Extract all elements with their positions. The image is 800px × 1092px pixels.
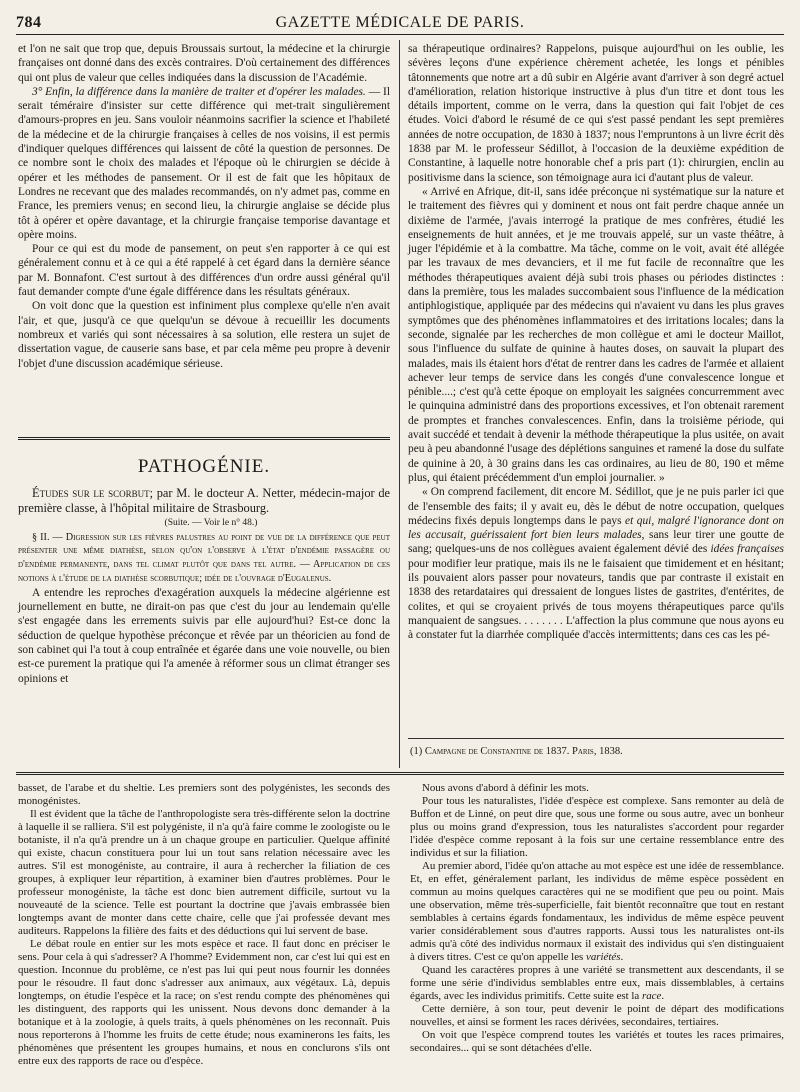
paragraph-text: — Il serait téméraire d'insister sur cette différence qui met-trait singulièrement d'amours-propres en jeu. Sans vouloir néanmoins sacrifier la science et l'habileté de la médecine et de la chirurgie françaises à celles de nos voisins, il est permis d'indiquer quelques différences qui laissent de côté la question de personnes. De ce nombre sont le choix des malades et l'époque où le chirurgien se décide à opérer et les méthodes de pansement. Or il est de fait que les hôpitaux de Londres ne recevant que des malades recommandés, on n'y admet pas, comme en France, les premiers venus; en second lieu, la chirurgie anglaise se décide plus tôt à opérer et opère davantage, et la chirurgie française temporise davantage et opère moins. <box>18 85 390 241</box>
article-title: Études sur le scorbut <box>32 486 150 501</box>
italic-phrase: idées françaises <box>710 543 784 556</box>
section-summary: § II. — Digression sur les fièvres palustres au point de vue de la différence que peut présenter une même diathèse, selon qu'on l'observe à l'état d'endémie passagère ou d'endémie permanente, dans tel climat plutôt que dans tel autre. — Application de ces notions à l'étude de la diathèse scorbutique; idée de l'ouvrage d'Eugalenus. <box>18 531 390 584</box>
paragraph: Pour tous les naturalistes, l'idée d'espèce est complexe. Sans remonter au delà de Buffon et de Linné, on peut dire que, sous une forme ou sous autre, avec un bonheur plus ou moins grand d'expression, tous les naturalistes s'accordent pour regarder l'idée d'espèce comme reposant à la fois sur une certaine ressemblance entre des individus et sur la filiation. <box>410 795 784 859</box>
paragraph: On voit que l'espèce comprend toutes les variétés et toutes les races primaires, secondaires... qui se sont détachées d'elle. <box>410 1029 784 1054</box>
paragraph: Nous avons d'abord à définir les mots. <box>422 782 589 794</box>
continuation-note: (Suite. — Voir le n° 48.) <box>164 518 258 529</box>
article-author: ; par M. le docteur A. Netter, médecin-major de première classe, à l'hôpital militaire de Strasbourg. <box>18 486 391 516</box>
section-title: PATHOGÉNIE. <box>137 456 271 477</box>
right-column-top <box>408 42 784 642</box>
article-byline <box>18 486 390 516</box>
paragraph-text: « On comprend facilement, dit encore M. Sédillot, que je ne puis parler ici que de l'ensemble des faits; il y avait eu, dès le début de notre occupation, quelques médecins fixés depuis longtemps dans le pays <box>408 486 784 527</box>
paragraph: Pour ce qui est du mode de pansement, on peut s'en rapporter à ce qui est généralement connu et à ce qui a été rappelé à cet égard dans la dernière séance par M. Bonnafont. C'est surtout à des différences d'un ordre aussi général qu'il faut demander compte d'une égale différence dans les résultats généraux. <box>18 243 390 299</box>
footnote <box>410 746 784 757</box>
footnote-rule <box>408 738 784 739</box>
paragraph-text: pour modifier leur pratique, mais ils ne le faisaient que timidement et en hésitant; ils pouvaient alors passer pour novateurs, tandis que par contraste il existait en 1838 des retardataires qui dressaient de longues listes de gastrites, d'entérites, de colites, et qui se croyaient privés de tous moyens thérapeutiques parce qu'ils manquaient de sangsues. . . . . . . . L'affection la plus commune que nous ayons eu à constater fut la diarrhée compliquée d'accès intermittents; dans ces cas les pé- <box>408 557 784 642</box>
paragraph-text: . <box>620 951 624 963</box>
paragraph <box>18 85 390 242</box>
italic-term: race <box>641 990 662 1002</box>
paragraph: On voit donc que la question est infiniment plus complexe qu'elle n'en avait l'air, et que, jusqu'à ce que quelqu'un se dévoue à recueillir les documents nombreux et variés qui sont nécessaires à sa solution, elle restera un sujet de dissertation vague, de causerie sans base, et par cela même peu propre à devenir l'objet d'une discussion académique sérieuse. <box>18 300 390 370</box>
left-column-top <box>18 42 390 371</box>
paragraph: Cette dernière, à son tour, peut devenir le point de départ des modifications nouvelles, et ainsi se forment les races dérivées, secondaires, tertiaires. <box>410 1003 784 1028</box>
paragraph-text: . <box>661 990 665 1002</box>
page-header <box>16 10 784 35</box>
column-rule <box>399 40 400 768</box>
bottom-right-column <box>410 782 784 1055</box>
footnote-text: (1) Campagne de Constantine de 1837. Paris, 1838. <box>410 746 623 757</box>
paragraph: « Arrivé en Afrique, dit-il, sans idée préconçue ni systématique sur la nature et le traitement des fièvres qui y dominent et nous ont fait perdre chaque année un dixième de l'armée, j'avais interrogé la pratique de mes confrères, étudié les enseignements de huit années, et je me trouvais appelé, sur un vaste théâtre, à juger l'épidémie et à la combattre. Ma tâche, comme on le voit, avait été allégée par les travaux de mes devanciers, et il me fut facile de reconnaître que les méthodes thérapeutiques avaient déjà subi trois phases ou périodes distinctes : dans la première, tous les malades succombaient sous l'influence de la médication antiphlogistique, appliquée par des médecins qui n'avaient vu dans les plus graves symptômes que des phénomènes inflammatoires et des irritations locales; dans la seconde, signalée par les recherches de mon collègue et ami le docteur Maillot, sous l'influence du sulfate de quinine à hautes doses, on sauvait la plupart des malades, mais ils étaient hors d'état de rentrer dans les cadres de l'armée et allaient achever leur temps de service dans les congés d'une convalescence longue et pénible....; c'est qu'à cette époque on employait les saignées concurremment avec le quinquina administré dans des proportions excessives, et l'on obtenait rarement de promptes et franches convalescences. Enfin, dans la troisième période, qui avait succédé et tendait à devenir la méthode thérapeutique la plus usitée, on avait peu à peu abandonné l'usage des déplétions sanguines et ramené la dose du sulfate de quinine à 20, à 30 grains dans les cas ordinaires, au lieu de 80, 190 et même plus, qui étaient précédemment d'un emploi journalier. » <box>408 185 784 484</box>
paragraph: Le débat roule en entier sur les mots espèce et race. Il faut donc en préciser le sens. Pour cela à qui s'adresser? A l'homme? Evidemment non, car c'est lui qui est en question. Inconnue du problème, ce n'est pas lui qui peut nous fournir les données pour le résoudre. Il faut donc s'adresser aux animaux, aux végétaux. Là, depuis longtemps, on étudie l'espèce et la race; on s'est rendu compte des phénomènes qui les distinguent, des rapports qui les unissent. Nous devons donc demander à la botanique et à la zoologie, à quels traits, à quels phénomènes on les reconnaît. Puis nous reporterons à l'homme les fruits de cette étude; nous examinerons les faits, les phénomènes que présentent les groupes humains, et nous en conclurons s'ils ont entre eux des rapports de race ou d'espèce. <box>18 938 390 1067</box>
paragraph-text: , sans leur tirer une goutte de sang; quelques-uns de nos collègues avaient également dévié des <box>408 529 785 556</box>
paragraph: basset, de l'arabe et du sheltie. Les premiers sont des polygénistes, les seconds des monogénistes. <box>18 782 390 807</box>
paragraph-text: Au premier abord, l'idée qu'on attache au mot espèce est une idée de ressemblance. Et, en effet, généralement parlant, les individus de même espèce possèdent en commun au moins quelques caractères qui ne se modifient que peu ou point. Mais une observation, même très-superficielle, fait bientôt reconnaître que tout en restant semblables à certains égards fondamentaux, les individus de même espèce peuvent varier considérablement sous d'autres rapports. Aussi tous les naturalistes ont-ils admis qu'à côté des individus normaux il existait des individus qui s'en distinguaient à divers titres. C'est ce qu'on appelle les <box>410 860 784 963</box>
page-number: 784 <box>16 14 42 31</box>
feuilleton-divider <box>16 772 784 775</box>
paragraph <box>408 485 784 642</box>
italic-term: variétés <box>586 951 621 963</box>
paragraph: sa thérapeutique ordinaires? Rappelons, puisque aujourd'hui on les oublie, les sévères leçons d'une expérience chèrement achetée, les longs et pénibles tâtonnements que notre art a dû subir en Algérie avant d'arriver à son degré actuel d'amélioration, relation historique instructive à plus d'un titre et dont tous les détails importent, comme on le verra, dans la question qui fait l'objet de ces études. Voici d'abord le résumé de ce qui s'est passé pendant les sept premières années de notre occupation, de 1830 à 1837; nous l'empruntons à un livre écrit dès 1838 par M. le professeur Sédillot, à l'occasion de la deuxième expédition de Constantine, à laquelle notre honorable chef a pris part (1): chirurgien, enclin au positivisme dans la science, son témoignage aura ici d'autant plus de valeur. <box>408 43 784 184</box>
paragraph: Il est évident que la tâche de l'anthropologiste sera très-différente selon la doctrine à laquelle il se ralliera. S'il est polygéniste, il n'a qu'à faire comme le zoologiste ou le botaniste, il n'a qu'à prendre un à un chaque groupe en particulier. Quelque affinité qui existe, chacun constituera pour lui un tout sans relation nécessaire avec les autres. S'il est monogéniste, au contraire, il aura à rechercher la filiation de ces groupes, à expliquer leur répartition, à examiner bien d'autres problèmes. Pour le professeur monogéniste, la tâche est donc bien autrement difficile, surtout vu la nouveauté de la science. Telle est pourtant la doctrine que j'avais embrassée bien longtemps avant de monter dans cette chaire, celle que j'ai professée devant mes auditeurs. Rappelons la filière des faits et des déductions qui lui servent de base. <box>18 808 390 937</box>
italic-phrase: et qui, malgré l'ignorance dont on les accusait, guérissaient fort bien leurs malades <box>408 514 784 542</box>
bottom-left-column <box>18 782 390 1068</box>
paragraph <box>410 964 784 1003</box>
italic-lead: 3° Enfin, la différence dans la manière de traiter et d'opérer les malades. <box>32 85 366 98</box>
paragraph: et l'on ne sait que trop que, depuis Broussais surtout, la médecine et la chirurgie françaises ont donné dans des excès contraires. D'où certainement des différences qui ont plus de valeur que celles indiquées dans la discussion de l'Académie. <box>18 43 390 84</box>
paragraph <box>410 860 784 964</box>
journal-title: GAZETTE MÉDICALE DE PARIS. <box>275 14 525 31</box>
left-column-article <box>18 450 390 686</box>
paragraph: A entendre les reproches d'exagération auxquels la médecine algérienne est journellement en butte, ne dirait-on pas que c'est du jour au lendemain qu'elle s'est engagée dans les errements suivis par elle aujourd'hui? Est-ce donc la séduction de quelque hypothèse préconçue et rêvée par un théoricien au fond de son cabinet qui l'a tout à coup entraînée et égarée dans une voie nouvelle, ou bien est-ce purement la pratique qui l'a amenée à réformer sous un climat étranger ses opinions et <box>18 586 390 685</box>
paragraph-text: Quand les caractères propres à une variété se transmettent aux descendants, il se forme une série d'individus semblables entre eux, mais dissemblables, à certains égards, avec les individus primitifs. Cette suite est la <box>410 964 784 1002</box>
section-divider <box>18 437 390 440</box>
